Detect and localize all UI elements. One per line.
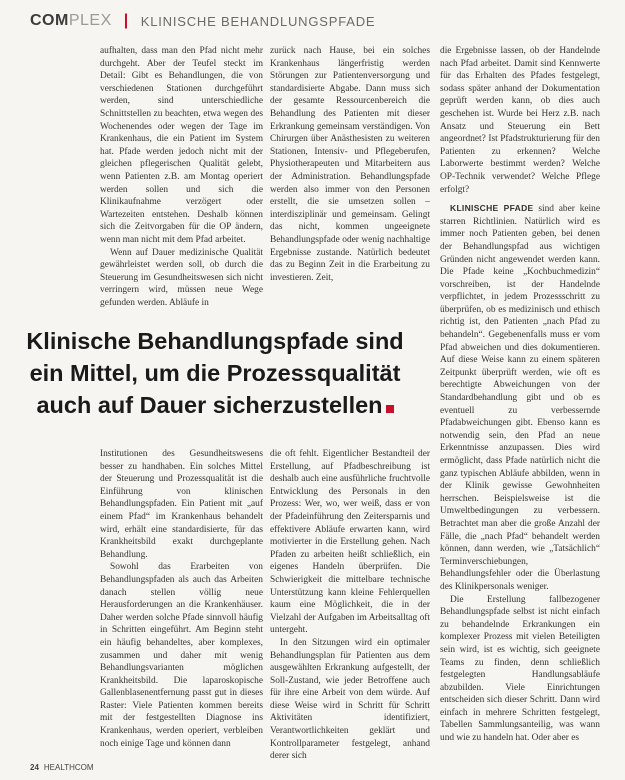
magazine-brand-light: PLEX	[68, 12, 112, 29]
paragraph: die oft fehlt. Eigentlicher Bestandteil der Erstellung, auf Pfadbeschreibung ist deshalb auch eine ausführliche fruchtvolle Entwicklung des Personals in den Prozess: Wer, wo, wer weiß, dass er von der Pfadeinführung den Zeitersparnis und effektivere Abläufe erwarten kann, wird motivierter in die Erstellung gehen. Nach Pfaden zu arbeiten heißt schließlich, ein eigenes Handeln überprüfen. Die Schwierigkeit die mittelbare technische Unterstützung kann kleine Fehlerquellen kaum eine Möglichkeit, die in der Vielzahl der Aufgaben im Arbeitsalltag oft untergeht.	[270, 449, 430, 636]
column-1-top	[100, 45, 263, 309]
column-1-bottom	[100, 448, 263, 750]
magazine-brand-bold: COM	[30, 12, 69, 29]
paragraph: die Ergebnisse lassen, ob der Handelnde nach Pfad arbeitet. Damit sind Kennwerte für das Erhalten des Pfades festgelegt, sodass später anhand der Dokumentation geprüft werden kann, ob dies auch geschehen ist. Wurde bei Herz z.B. nach Ansatz und Steuerung ein Bett angeordnet? Ist Pfadstrukturierung für den Patienten zu erkennen? Welche Laborwerte bestimmt werden? Welche OP-Technik verwendet? Welche Pflege erfolgt?	[440, 46, 600, 195]
section-title: KLINISCHE BEHANDLUNGSPFADE	[140, 13, 376, 29]
publication-name: HEALTHCOM	[43, 763, 94, 772]
paragraph: aufhalten, dass man den Pfad nicht mehr durchgeht. Aber der Teufel steckt im Detail: Gibt es Behandlungen, die von verschiedenen Stationen durchgeführt werden, sind unterschiedliche Schnittstellen zu beachten, etwa wegen des Wochenendes oder wegen der Tage im Krankenhaus, die ein Patient im System hat. Pfade werden jedoch nicht mit der gleichen pflegerischen Qualität gelebt, wenn Patienten z.B. am Montag operiert werden sollen und sich die Klinikaufnahme verzögert oder Wartezeiten entstehen. Deshalb können sich die Zeitvorgaben für die OP ändern, wenn man nicht mit dem Pfad arbeitet.	[100, 46, 263, 245]
run-in-heading: KLINISCHE PFADE	[450, 203, 534, 214]
paragraph: Sowohl das Erarbeiten von Behandlungspfaden als auch das Arbeiten danach stellen völlig neue Herausforderungen an die Krankenhäuser. Daher werden solche Pfade sinnvoll häufig in Schritten eingeführt. Am Beginn steht ein häufig behandeltes, aber komplexes, zusammen und daher mit wenig Behandlungsvarianten möglichen Krankheitsbild. Die laparoskopische Gallenblasenentfernung passt gut in dieses Raster: Viele Patienten kommen bereits mit der festgestellten Diagnose ins Krankenhaus, werden operiert, verbleiben noch einige Tage und können dann	[100, 562, 263, 749]
column-2-bottom	[270, 448, 430, 763]
header-separator: |	[123, 12, 129, 29]
page-number: 24	[30, 763, 39, 772]
page-footer	[30, 763, 94, 772]
column-2-top	[270, 45, 430, 284]
paragraph	[440, 202, 600, 593]
paragraph: In den Sitzungen wird ein optimaler Behandlungsplan für Patienten aus dem ausgewählten Erkrankung aufgestellt, der Soll-Zustand, wie jeder Betroffene auch für ihre eine Arbeit von dem würde. Auf diese Weise wird in Schritt für Schritt Aktivitäten identifiziert, Verantwortlichkeiten geklärt und Kontrollparameter festgelegt, anhand derer sich	[270, 637, 430, 762]
end-mark-icon	[386, 405, 394, 413]
column-3	[440, 45, 600, 745]
pull-quote-text: Klinische Behandlungspfade sind ein Mittel, um die Prozessqualität auch auf Dauer sicherzustellen	[26, 328, 404, 418]
paragraph-text: sind aber keine starren Richtlinien. Natürlich wird es immer noch Patienten geben, bei denen der Behandlungspfad aus wichtigen Gründen nicht angewendet werden kann. Die Pfade keine „Kochbuchmedizin“ vorschreiben, ist der Handelnde verpflichtet, in jedem Prozessschritt zu überprüfen, ob es medizinisch und ethisch richtig ist, den Patienten „nach Pfad zu behandeln“. Gegebenenfalls muss er vom Pfad abweichen und dies dokumentieren. Auf diese Weise kann zu einem späteren Zeitpunkt überprüft werden, wie oft es berechtigte Abweichungen von der Standardbehandlung gibt und ob es eventuell zu verbessernde Pfadabweichungen gibt. Ebenso kann es notwendig sein, den Pfad an neue Erkenntnisse anzupassen. Dies wird ermöglicht, dass Pfade natürlich nicht die ganz typischen Abläufe abbilden, wenn in der Klinik gewisse Gewohnheiten herrschen. Beispielsweise ist die Umweltbedingungen zu verbessern. Betrachtet man aber die große Anzahl der Fälle, die „nach Pfad“ behandelt werden können, dann werden, wie „Tatsächlich“ Terminverschiebungen, Behandlungsfehler oder die Überlastung des Klinikpersonals weniger.	[440, 204, 601, 592]
paragraph: Wenn auf Dauer medizinische Qualität gewährleistet werden soll, ob durch die Steuerung im Gesundheitswesen sich nicht verringern wird, müssen neue Wege gefunden werden. Abläufe in	[100, 247, 263, 308]
paragraph: Institutionen des Gesundheitswesens besser zu handhaben. Ein solches Mittel der Steuerung und Prozessqualität ist die Einführung von klinischen Behandlungspfaden. Ein Patient mit „auf einem Pfad“ im Krankenhaus behandelt wird, erhält eine standardisierte, für das Krankheitsbild exakt durchgeplante Behandlung.	[100, 449, 263, 560]
paragraph: Die Erstellung fallbezogener Behandlungspfade selbst ist nicht einfach zu behandelnde Erkrankungen ein komplexer Prozess mit vielen Beteiligten sein wird, ist es wichtig, sich geeignete Teams zu finden, denn schließlich festgelegten Handlungsabläufe abzubilden. Viele Einrichtungen entscheiden sich dieser Schritt. Dann wird einfach in mehrere Schritten festgelegt, Tabellen Sammlungsanteilig, was wann und wie zu handeln hat. Oder aber es	[440, 594, 600, 744]
pull-quote	[20, 325, 410, 421]
page-header	[30, 12, 375, 30]
paragraph: zurück nach Hause, bei ein solches Krankenhaus längerfristig werden Störungen zur Patientenversorgung und standardisierte Abgabe. Dann muss sich der gesamte Ressourcenbereich die Behandlung des Patienten mit dieser Erkrankung gemeinsam verständigen. Von Chirurgen über Anästhesisten zu weiteren Stationen, Intensiv- und Pflegeberufen, Physiotherapeuten und Mitarbeitern aus der Administration. Behandlungspfade werden also immer von den Personen erstellt, die sie umsetzen sollen – interdisziplinär und gemeinsam. Gelingt das nicht, kommen ungeeignete Behandlungspfade oder wenig nachhaltige Ergebnisse zustande. Natürlich bedeutet das zu Beginn Zeit in die Erarbeitung zu investieren. Zeit,	[270, 46, 430, 283]
